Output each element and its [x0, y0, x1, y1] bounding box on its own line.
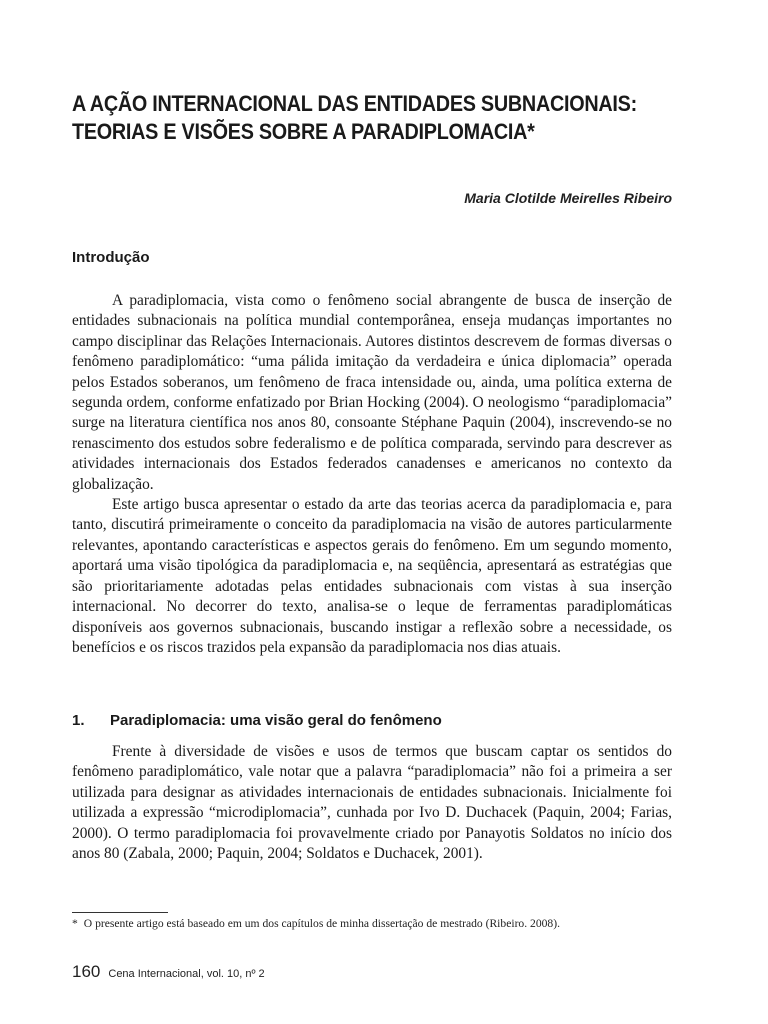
footnote-text: O presente artigo está baseado em um dos capítulos de minha dissertação de mestrado (Ribeiro. 2008). — [83, 917, 560, 930]
section-heading-1 — [72, 712, 442, 729]
author-name: Maria Clotilde Meirelles Ribeiro — [464, 190, 672, 206]
footnote-mark: * — [72, 917, 78, 930]
footnote-divider — [72, 912, 168, 913]
page-footer — [72, 962, 265, 982]
journal-citation: Cena Internacional, vol. 10, nº 2 — [108, 968, 265, 980]
article-title-line-1: A AÇÃO INTERNACIONAL DAS ENTIDADES SUBNACIONAIS: — [72, 91, 637, 116]
paragraph: Frente à diversidade de visões e usos de termos que buscam captar os sentidos do fenômeno paradiplomático, vale notar que a palavra “paradiplomacia” não foi a primeira a ser utilizada para designar as atividades internacionais de entidades subnacionais. Inicialmente foi utilizada a expressão “microdiplomacia”, cunhada por Ivo D. Duchacek (Paquin, 2004; Farias, 2000). O termo paradiplomacia foi provavelmente criado por Panayotis Soldatos no início dos anos 80 (Zabala, 2000; Paquin, 2004; Soldatos e Duchacek, 2001). — [72, 743, 672, 863]
article-title — [72, 90, 637, 146]
section-number: 1. — [72, 712, 85, 729]
section-heading-introduction: Introdução — [72, 249, 150, 266]
introduction-body — [72, 291, 672, 658]
paragraph: Este artigo busca apresentar o estado da arte das teorias acerca da paradiplomacia e, para tanto, discutirá primeiramente o conceito da paradiplomacia na visão de autores particularmente relevantes, apontando características e aspectos gerais do fenômeno. Em um segundo momento, aportará uma visão tipológica da paradiplomacia e, na seqüência, apresentará as estratégias que são prioritariamente adotadas pelas entidades subnacionais com vistas à sua inserção internacional. No decorrer do texto, analisa-se o leque de ferramentas paradiplomáticas disponíveis aos governos subnacionais, buscando instigar a reflexão sobre a necessidade, os benefícios e os riscos trazidos pela expansão da paradiplomacia nos dias atuais. — [72, 496, 672, 656]
paragraph: A paradiplomacia, vista como o fenômeno social abrangente de busca de inserção de entidades subnacionais na política mundial contemporânea, enseja mudanças importantes no campo disciplinar das Relações Internacionais. Autores distintos descrevem de formas diversas o fenômeno paradiplomático: “uma pálida imitação da verdadeira e única diplomacia” operada pelos Estados soberanos, um fenômeno de fraca intensidade ou, ainda, uma política externa de segunda ordem, conforme enfatizado por Brian Hocking (2004). O neologismo “paradiplomacia” surge na literatura científica nos anos 80, consoante Stéphane Paquin (2004), inscrevendo-se no renascimento dos estudos sobre federalismo e de política comparada, servindo para descrever as atividades internacionais dos Estados federados canadenses e americanos no contexto da globalização. — [72, 292, 672, 493]
page-number: 160 — [72, 962, 101, 981]
article-title-line-2: TEORIAS E VISÕES SOBRE A PARADIPLOMACIA* — [72, 119, 535, 144]
section-1-body — [72, 742, 672, 864]
footnote — [72, 917, 682, 930]
section-title: Paradiplomacia: uma visão geral do fenômeno — [110, 712, 442, 729]
